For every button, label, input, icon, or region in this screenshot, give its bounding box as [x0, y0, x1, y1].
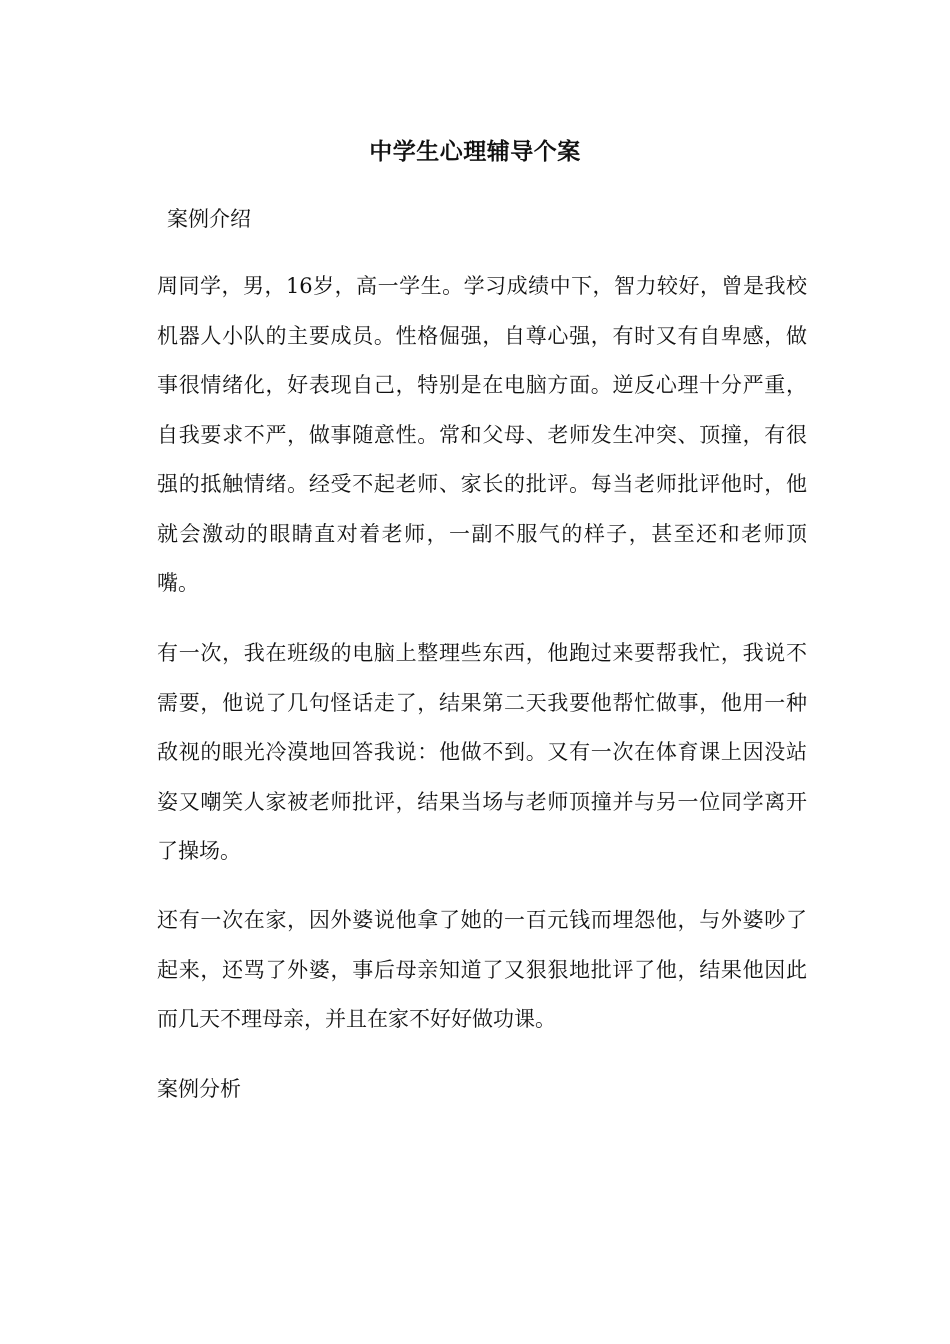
document-title: 中学生心理辅导个案 [369, 139, 581, 165]
section-heading-case-intro: 案例介绍 [167, 207, 251, 231]
paragraph-2: 有一次，我在班级的电脑上整理些东西，他跑过来要帮我忙，我说不需要，他说了几句怪话走了，结果第二天我要他帮忙做事，他用一种敌视的眼光冷漠地回答我说：他做不到。又有一次在体育课上因没站姿又嘲笑人家被老师批评，结果当场与老师顶撞并与另一位同学离开了操场。 [157, 641, 807, 863]
section-heading-case-analysis: 案例分析 [157, 1077, 241, 1101]
paragraph-1: 周同学，男，16岁，高一学生。学习成绩中下，智力较好，曾是我校机器人小队的主要成员。性格倔强，自尊心强，有时又有自卑感，做事很情绪化，好表现自己，特别是在电脑方面。逆反心理十分严重，自我要求不严，做事随意性。常和父母、老师发生冲突、顶撞，有很强的抵触情绪。经受不起老师、家长的批评。每当老师批评他时，他就会激动的眼睛直对着老师，一副不服气的样子，甚至还和老师顶嘴。 [157, 274, 807, 595]
paragraph-3: 还有一次在家，因外婆说他拿了她的一百元钱而埋怨他，与外婆吵了起来，还骂了外婆，事后母亲知道了又狠狠地批评了他，结果他因此而几天不理母亲，并且在家不好好做功课。 [157, 908, 807, 1031]
